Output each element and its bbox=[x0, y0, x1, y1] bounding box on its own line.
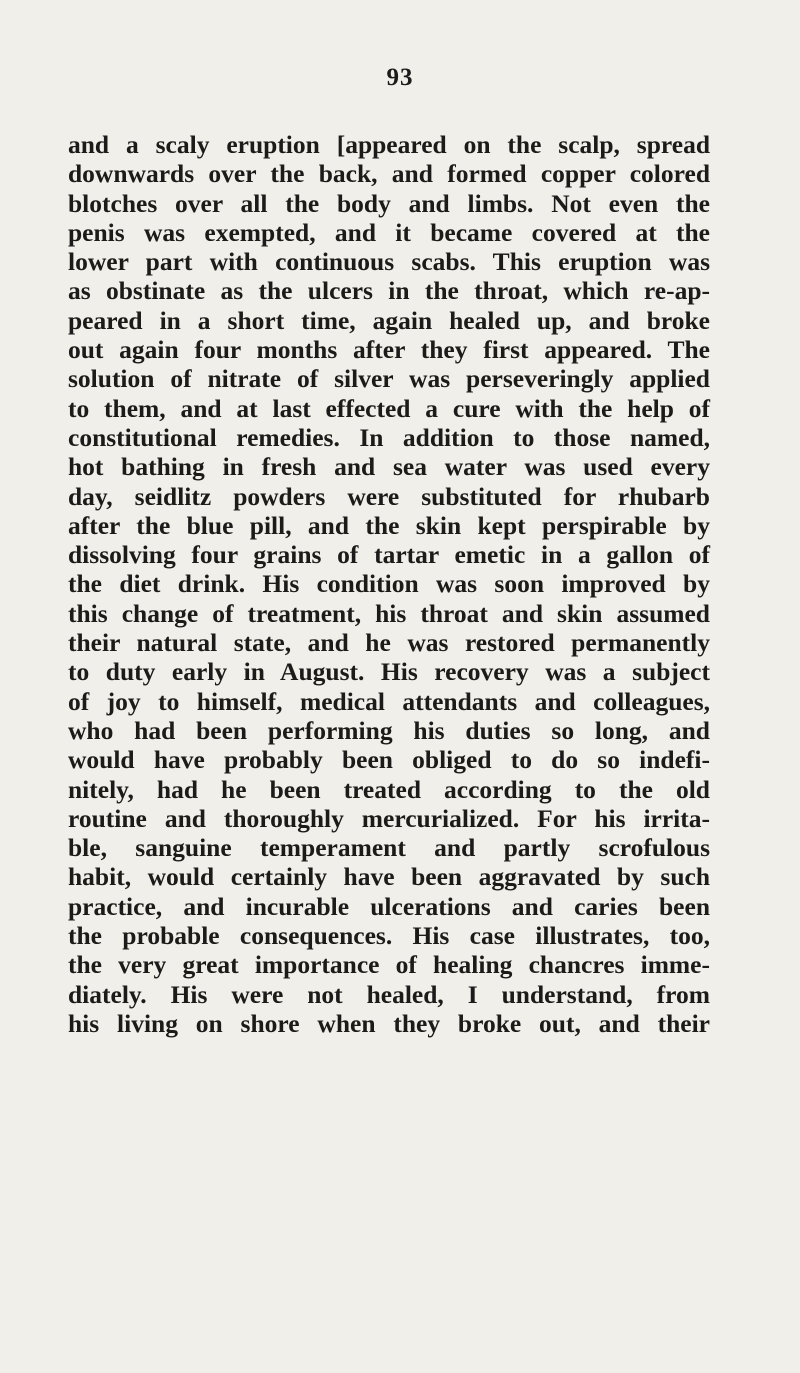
text-line: his living on shore when they broke out, and their bbox=[68, 1008, 710, 1038]
text-line: to them, and at last effected a cure with the help of bbox=[68, 393, 710, 423]
text-line: day, seidlitz powders were substituted for rhubarb bbox=[68, 481, 710, 511]
text-line: out again four months after they first appeared. The bbox=[68, 335, 710, 365]
text-line: downwards over the back, and formed copper colored bbox=[68, 159, 710, 189]
text-line: penis was exempted, and it became covered at the bbox=[68, 217, 710, 247]
text-line: of joy to himself, medical attendants and colleagues, bbox=[68, 686, 710, 716]
text-line: the diet drink. His condition was soon improved by bbox=[68, 569, 710, 599]
text-line: habit, would certainly have been aggravated by such bbox=[68, 862, 710, 892]
text-line: after the blue pill, and the skin kept perspirable by bbox=[68, 510, 710, 540]
text-line: routine and thoroughly mercurialized. For his irrita- bbox=[68, 803, 710, 833]
text-line: diately. His were not healed, I understand, from bbox=[68, 979, 710, 1009]
text-line: their natural state, and he was restored permanently bbox=[68, 628, 710, 658]
body-text bbox=[68, 130, 710, 1038]
text-line: the probable consequences. His case illustrates, too, bbox=[68, 921, 710, 951]
text-line: ble, sanguine temperament and partly scrofulous bbox=[68, 833, 710, 863]
text-line: this change of treatment, his throat and skin assumed bbox=[68, 598, 710, 628]
text-line: and a scaly eruption [appeared on the scalp, spread bbox=[68, 130, 710, 159]
text-line: as obstinate as the ulcers in the throat, which re-ap- bbox=[68, 276, 710, 306]
text-line: the very great importance of healing chancres imme- bbox=[68, 950, 710, 980]
text-line: practice, and incurable ulcerations and caries been bbox=[68, 891, 710, 921]
text-line: who had been performing his duties so long, and bbox=[68, 715, 710, 745]
text-line: blotches over all the body and limbs. Not even the bbox=[68, 188, 710, 218]
text-line: peared in a short time, again healed up, and broke bbox=[68, 305, 710, 335]
text-line: nitely, had he been treated according to the old bbox=[68, 774, 710, 804]
text-line: hot bathing in fresh and sea water was used every bbox=[68, 452, 710, 482]
text-line: solution of nitrate of silver was perseveringly applied bbox=[68, 364, 710, 394]
text-line: constitutional remedies. In addition to those named, bbox=[68, 422, 710, 452]
text-line: would have probably been obliged to do so indefi- bbox=[68, 745, 710, 775]
page-number: 93 bbox=[386, 64, 414, 91]
text-line: dissolving four grains of tartar emetic in a gallon of bbox=[68, 540, 710, 570]
text-line: lower part with continuous scabs. This eruption was bbox=[68, 247, 710, 277]
text-line: to duty early in August. His recovery was a subject bbox=[68, 657, 710, 687]
